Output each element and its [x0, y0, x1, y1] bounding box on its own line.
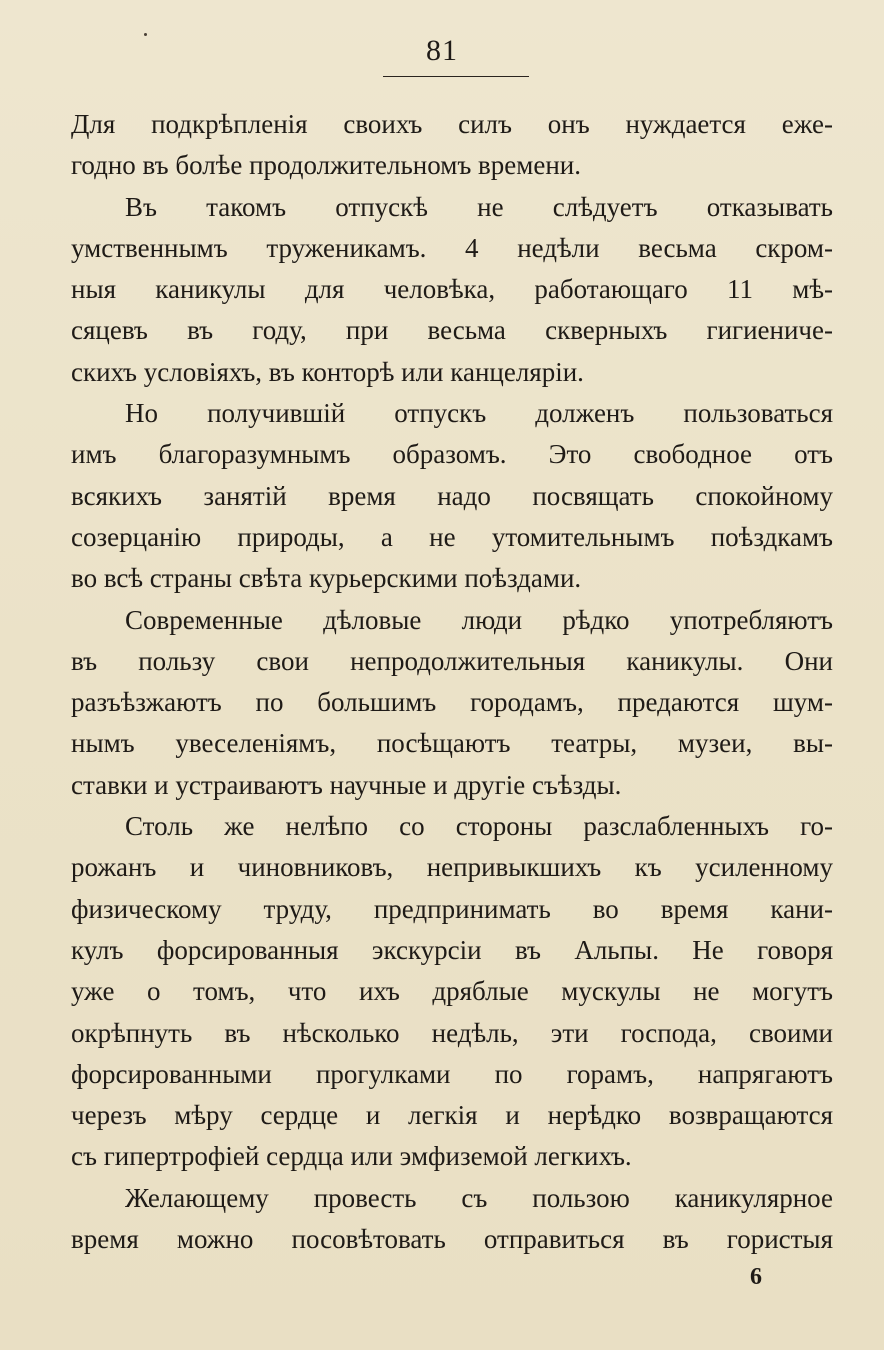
text-line: имъ благоразумнымъ образомъ. Это свободное отъ — [71, 439, 833, 470]
text-line: Для подкрѣпленія своихъ силъ онъ нуждается еже- — [71, 109, 833, 139]
signature-mark: 6 — [750, 1264, 762, 1290]
text-line: окрѣпнуть въ нѣсколько недѣль, эти господа, своими — [71, 1017, 833, 1048]
text-line: скихъ условіяхъ, въ конторѣ или канцеляріи. — [71, 356, 584, 387]
text-line: Желающему провесть съ пользою каникулярное — [125, 1182, 833, 1213]
text-line: ныя каникулы для человѣка, работающаго 11 мѣ- — [71, 274, 833, 305]
text-line: уже о томъ, что ихъ дряблые мускулы не могутъ — [71, 976, 833, 1007]
text-line: умственнымъ труженикамъ. 4 недѣли весьма скром- — [71, 232, 833, 263]
text-line: Въ такомъ отпускѣ не слѣдуетъ отказывать — [125, 191, 833, 222]
page-number: 81 — [426, 34, 458, 67]
header-rule — [383, 76, 529, 77]
text-line: всякихъ занятій время надо посвящать спокойному — [71, 480, 833, 511]
text-line: Столь же нелѣпо со стороны разслабленныхъ го- — [125, 811, 833, 842]
text-line: физическому труду, предпринимать во время кани- — [71, 893, 833, 924]
text-line: Но получившій отпускъ долженъ пользоваться — [125, 398, 833, 429]
text-line: кулъ форсированныя экскурсіи въ Альпы. Не говоря — [71, 934, 833, 965]
text-line: форсированными прогулками по горамъ, напрягаютъ — [71, 1058, 833, 1089]
text-line: сяцевъ въ году, при весьма скверныхъ гигиениче- — [71, 315, 833, 346]
text-line: ставки и устраиваютъ научные и другіе съѣзды. — [71, 769, 622, 800]
text-line: разъѣзжаютъ по большимъ городамъ, предаются шум- — [71, 687, 833, 718]
text-line: черезъ мѣру сердце и легкія и нерѣдко возвращаются — [71, 1100, 833, 1131]
text-line: рожанъ и чиновниковъ, непривыкшихъ къ усиленному — [71, 852, 833, 883]
text-line: съ гипертрофіей сердца или эмфиземой легкихъ. — [71, 1141, 632, 1172]
text-line: Современные дѣловые люди рѣдко употребляютъ — [125, 604, 833, 635]
text-line: во всѣ страны свѣта курьерскими поѣздами. — [71, 563, 582, 594]
text-line: въ пользу свои непродолжительныя каникулы. Они — [71, 645, 833, 676]
body-text — [71, 104, 833, 1260]
text-line: созерцанію природы, а не утомительнымъ поѣздкамъ — [71, 521, 833, 552]
text-line: время можно посовѣтовать отправиться въ гористыя — [71, 1224, 833, 1255]
text-line: годно въ болѣе продолжительномъ времени. — [71, 150, 581, 181]
text-line: нымъ увеселеніямъ, посѣщаютъ театры, музеи, вы- — [71, 728, 833, 759]
